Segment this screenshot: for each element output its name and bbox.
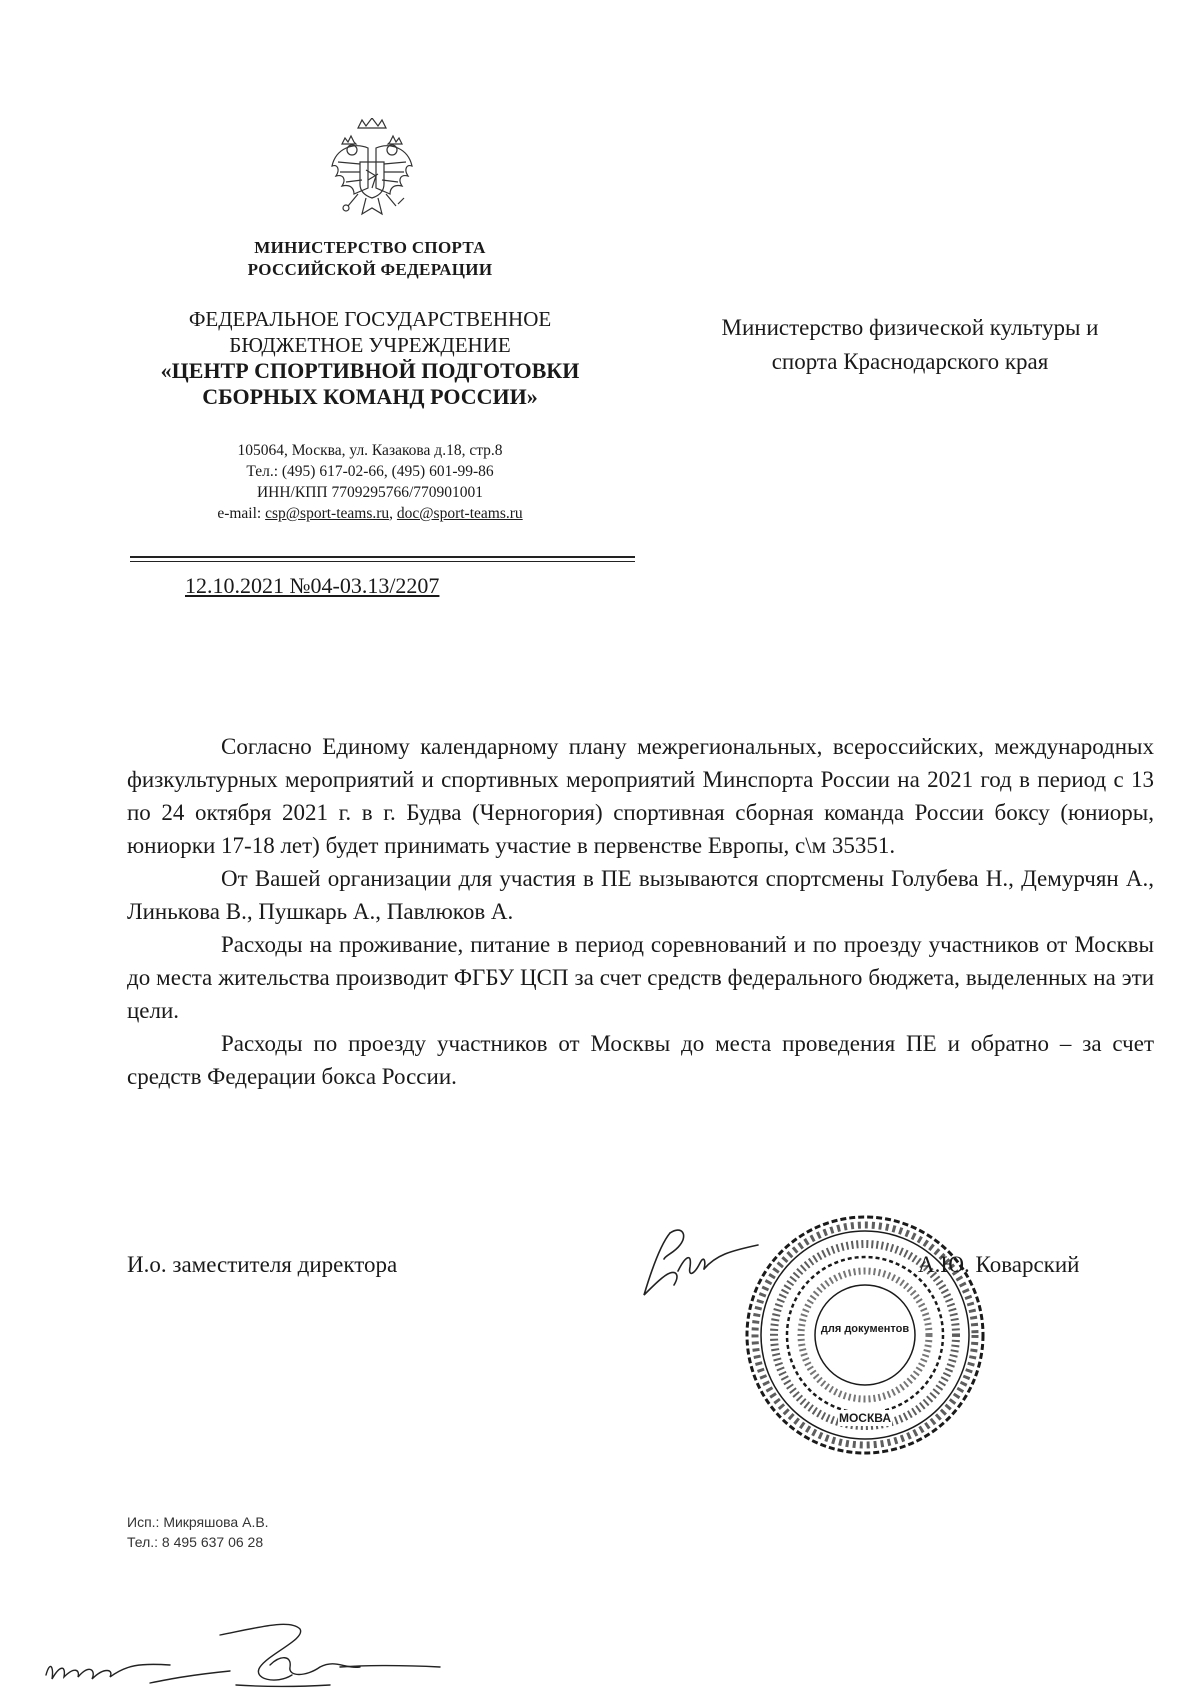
signatory-title: И.о. заместителя директора <box>127 1252 398 1277</box>
ministry-line-1: МИНИСТЕРСТВО СПОРТА <box>254 238 486 257</box>
approval-signature-icon <box>40 1605 460 1690</box>
stamp-city: МОСКВА <box>838 1411 892 1425</box>
body-paragraph-3: Расходы на проживание, питание в период соревнований и по проезду участников от Москвы до места жительства производит ФГБУ ЦСП за счет средств федерального бюджета, выделенных на эти цели. <box>127 932 1154 1023</box>
stamp-center-text: для документов <box>820 1323 910 1335</box>
executor-name: Исп.: Микряшова А.В. <box>127 1514 269 1530</box>
executor-phone: Тел.: 8 495 637 06 28 <box>127 1534 264 1550</box>
recipient-address <box>660 311 1160 379</box>
org-contacts <box>170 440 570 524</box>
org-line-2: БЮДЖЕТНОЕ УЧРЕЖДЕНИЕ <box>229 333 511 357</box>
letter-body <box>127 730 1154 1093</box>
body-paragraph-2: От Вашей организации для участия в ПЕ вызываются спортсмены Голубева Н., Демурчян А., Линькова В., Пушкарь А., Павлюков А. <box>127 866 1154 924</box>
org-email <box>170 503 570 524</box>
org-line-3: «ЦЕНТР СПОРТИВНОЙ ПОДГОТОВКИ <box>160 358 580 383</box>
executor-info <box>127 1512 269 1552</box>
body-paragraph-4: Расходы по проезду участников от Москвы до места проведения ПЕ и обратно – за счет средств Федерации бокса России. <box>127 1031 1154 1089</box>
header-divider-thin <box>130 561 635 562</box>
org-line-4: СБОРНЫХ КОМАНД РОССИИ» <box>202 384 538 409</box>
email-link-csp[interactable]: csp@sport-teams.ru <box>265 505 390 522</box>
coat-of-arms-icon <box>328 118 416 228</box>
org-address: 105064, Москва, ул. Казакова д.18, стр.8 <box>237 442 503 459</box>
ministry-line-2: РОССИЙСКОЙ ФЕДЕРАЦИИ <box>247 260 493 279</box>
recipient-line-1: Министерство физической культуры и <box>721 315 1099 340</box>
header-divider-thick <box>130 556 635 558</box>
round-seal-icon <box>740 1210 990 1460</box>
org-inn: ИНН/КПП 7709295766/770901001 <box>256 484 484 501</box>
registration-number: 12.10.2021 №04-03.13/2207 <box>185 573 440 598</box>
recipient-line-2: спорта Краснодарского края <box>771 349 1049 374</box>
email-label: e-mail: <box>217 505 266 522</box>
organization-name <box>130 306 610 410</box>
signatory-name: А.Ю. Коварский <box>918 1252 1080 1277</box>
email-link-doc[interactable]: doc@sport-teams.ru <box>396 505 523 522</box>
org-phone: Тел.: (495) 617-02-66, (495) 601-99-86 <box>246 463 494 480</box>
org-line-1: ФЕДЕРАЛЬНОЕ ГОСУДАРСТВЕННОЕ <box>188 307 552 331</box>
body-paragraph-1: Согласно Единому календарному плану межрегиональных, всероссийских, международных физкультурных мероприятий и спортивных мероприятий Минспорта России на 2021 год в период с 13 по 24 октября 2021 г. в г. Будва (Черногория) спортивная сборная команда России боксу (юниоры, юниорки 17-18 лет) будет принимать участие в первенстве Европы, с\м 35351. <box>127 734 1154 858</box>
email-separator: , <box>389 505 397 522</box>
ministry-name <box>220 237 520 281</box>
